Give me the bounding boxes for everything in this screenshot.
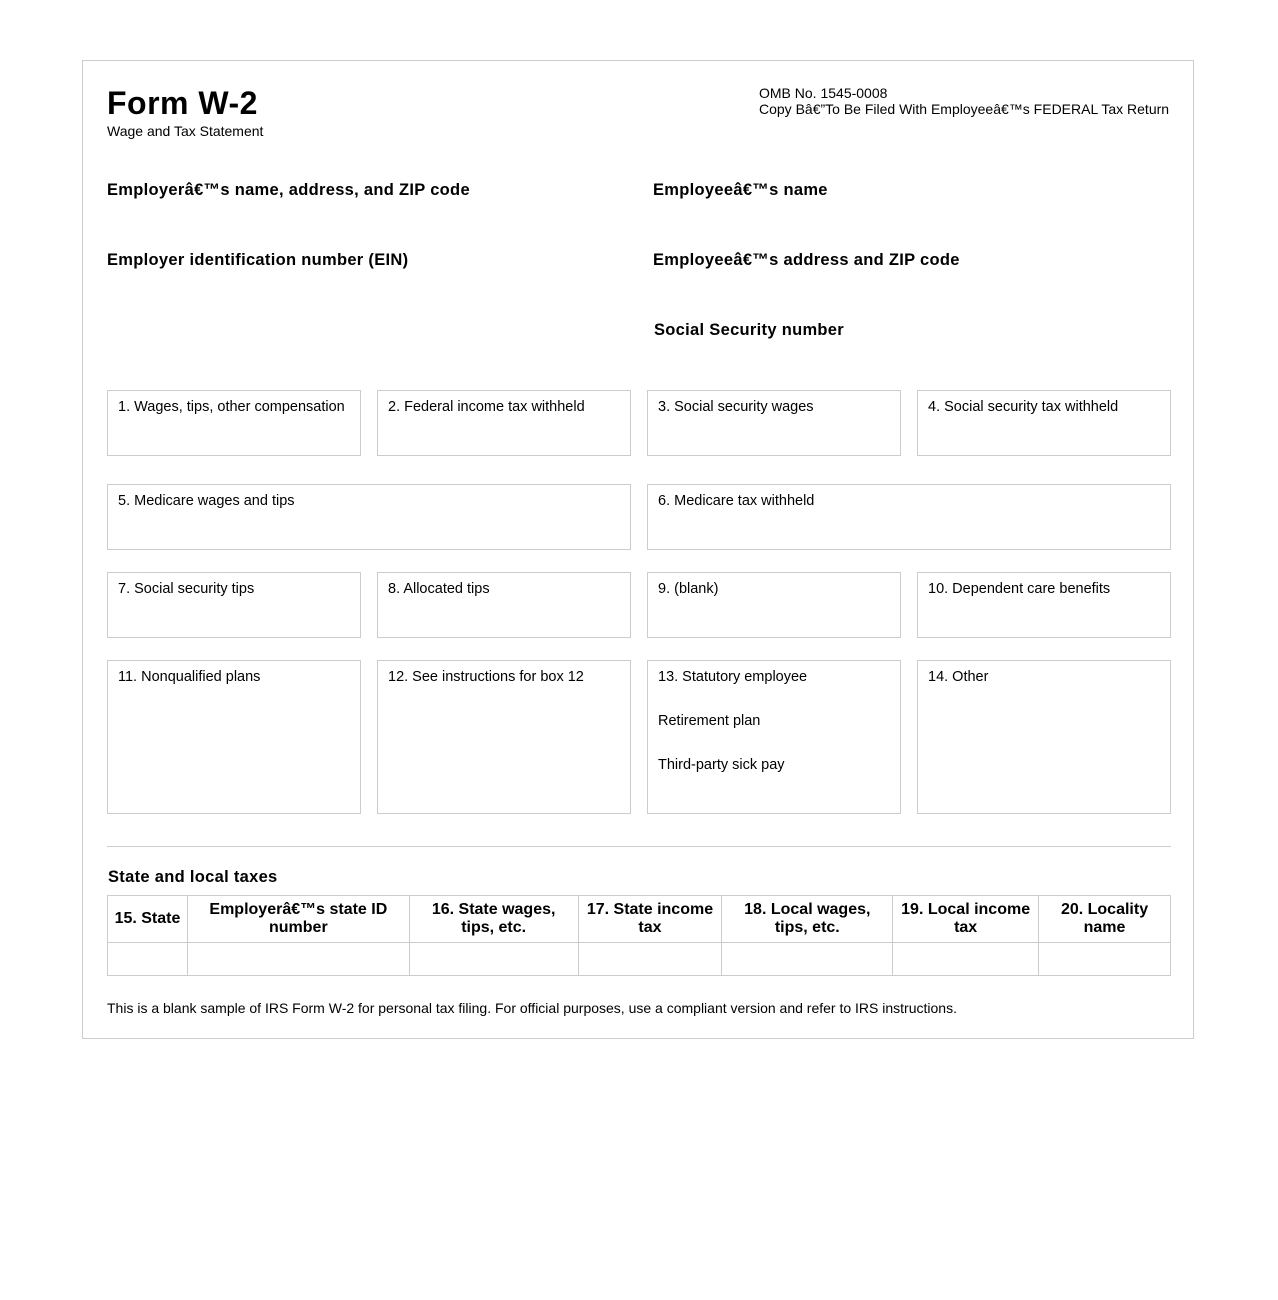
cell-local-income-tax[interactable] [893,943,1039,976]
box-10-label: 10. Dependent care benefits [928,581,1111,597]
box-2-label: 2. Federal income tax withheld [388,399,585,415]
box-10-dependent-care[interactable] [917,572,1171,638]
w2-form-card [82,60,1194,1039]
statutory-employee-option[interactable]: 13. Statutory employee [658,669,808,685]
form-title: Form W-2 [107,85,258,121]
box-6-medicare-tax[interactable] [647,484,1171,550]
box-6-label: 6. Medicare tax withheld [658,493,815,509]
box-8-allocated-tips[interactable] [377,572,631,638]
col-local-wages: 18. Local wages, tips, etc. [722,896,893,943]
cell-locality-name[interactable] [1039,943,1171,976]
table-row [108,943,1171,976]
retirement-plan-option[interactable]: Retirement plan [658,713,761,729]
box-11-nonqualified-plans[interactable] [107,660,361,814]
box-7-label: 7. Social security tips [118,581,255,597]
employer-name-label: Employerâ€™s name, address, and ZIP code [107,181,470,199]
box-3-ss-wages[interactable] [647,390,901,456]
cell-employer-state-id[interactable] [187,943,409,976]
col-employer-state-id: Employerâ€™s state ID number [187,896,409,943]
col-local-income-tax: 19. Local income tax [893,896,1039,943]
box-5-medicare-wages[interactable] [107,484,631,550]
state-local-tax-table [107,895,1171,976]
col-locality-name: 20. Locality name [1039,896,1171,943]
box-8-label: 8. Allocated tips [388,581,490,597]
cell-state[interactable] [108,943,188,976]
section-divider [107,846,1171,847]
box-14-label: 14. Other [928,669,989,685]
box-1-wages[interactable] [107,390,361,456]
box-14-other[interactable] [917,660,1171,814]
col-state: 15. State [108,896,188,943]
box-9-blank[interactable] [647,572,901,638]
box-3-label: 3. Social security wages [658,399,814,415]
employee-address-label: Employeeâ€™s address and ZIP code [653,251,960,269]
box-4-ss-tax[interactable] [917,390,1171,456]
employee-name-label: Employeeâ€™s name [653,181,828,199]
col-state-income-tax: 17. State income tax [578,896,722,943]
form-subtitle: Wage and Tax Statement [107,123,264,139]
cell-state-income-tax[interactable] [578,943,722,976]
table-header-row [108,896,1171,943]
col-state-wages: 16. State wages, tips, etc. [409,896,578,943]
box-13-checkboxes [647,660,901,814]
box-5-label: 5. Medicare wages and tips [118,493,295,509]
employer-ein-label: Employer identification number (EIN) [107,251,409,269]
box-2-federal-tax[interactable] [377,390,631,456]
copy-designation: Copy Bâ€”To Be Filed With Employeeâ€™s FEDERAL Tax Return [759,101,1170,117]
box-4-label: 4. Social security tax withheld [928,399,1119,415]
box-9-label: 9. (blank) [658,581,719,597]
state-local-taxes-title: State and local taxes [108,868,278,886]
omb-number: OMB No. 1545-0008 [759,85,888,101]
box-11-label: 11. Nonqualified plans [118,669,261,685]
ssn-label: Social Security number [654,321,844,339]
third-party-sick-pay-option[interactable]: Third-party sick pay [658,757,785,773]
box-7-ss-tips[interactable] [107,572,361,638]
box-12-codes[interactable] [377,660,631,814]
cell-state-wages[interactable] [409,943,578,976]
disclaimer-footnote: This is a blank sample of IRS Form W-2 for personal tax filing. For official purposes, use a compliant version and refer to IRS instructions. [107,1000,957,1016]
box-12-label: 12. See instructions for box 12 [388,669,584,685]
box-1-label: 1. Wages, tips, other compensation [118,399,345,415]
cell-local-wages[interactable] [722,943,893,976]
